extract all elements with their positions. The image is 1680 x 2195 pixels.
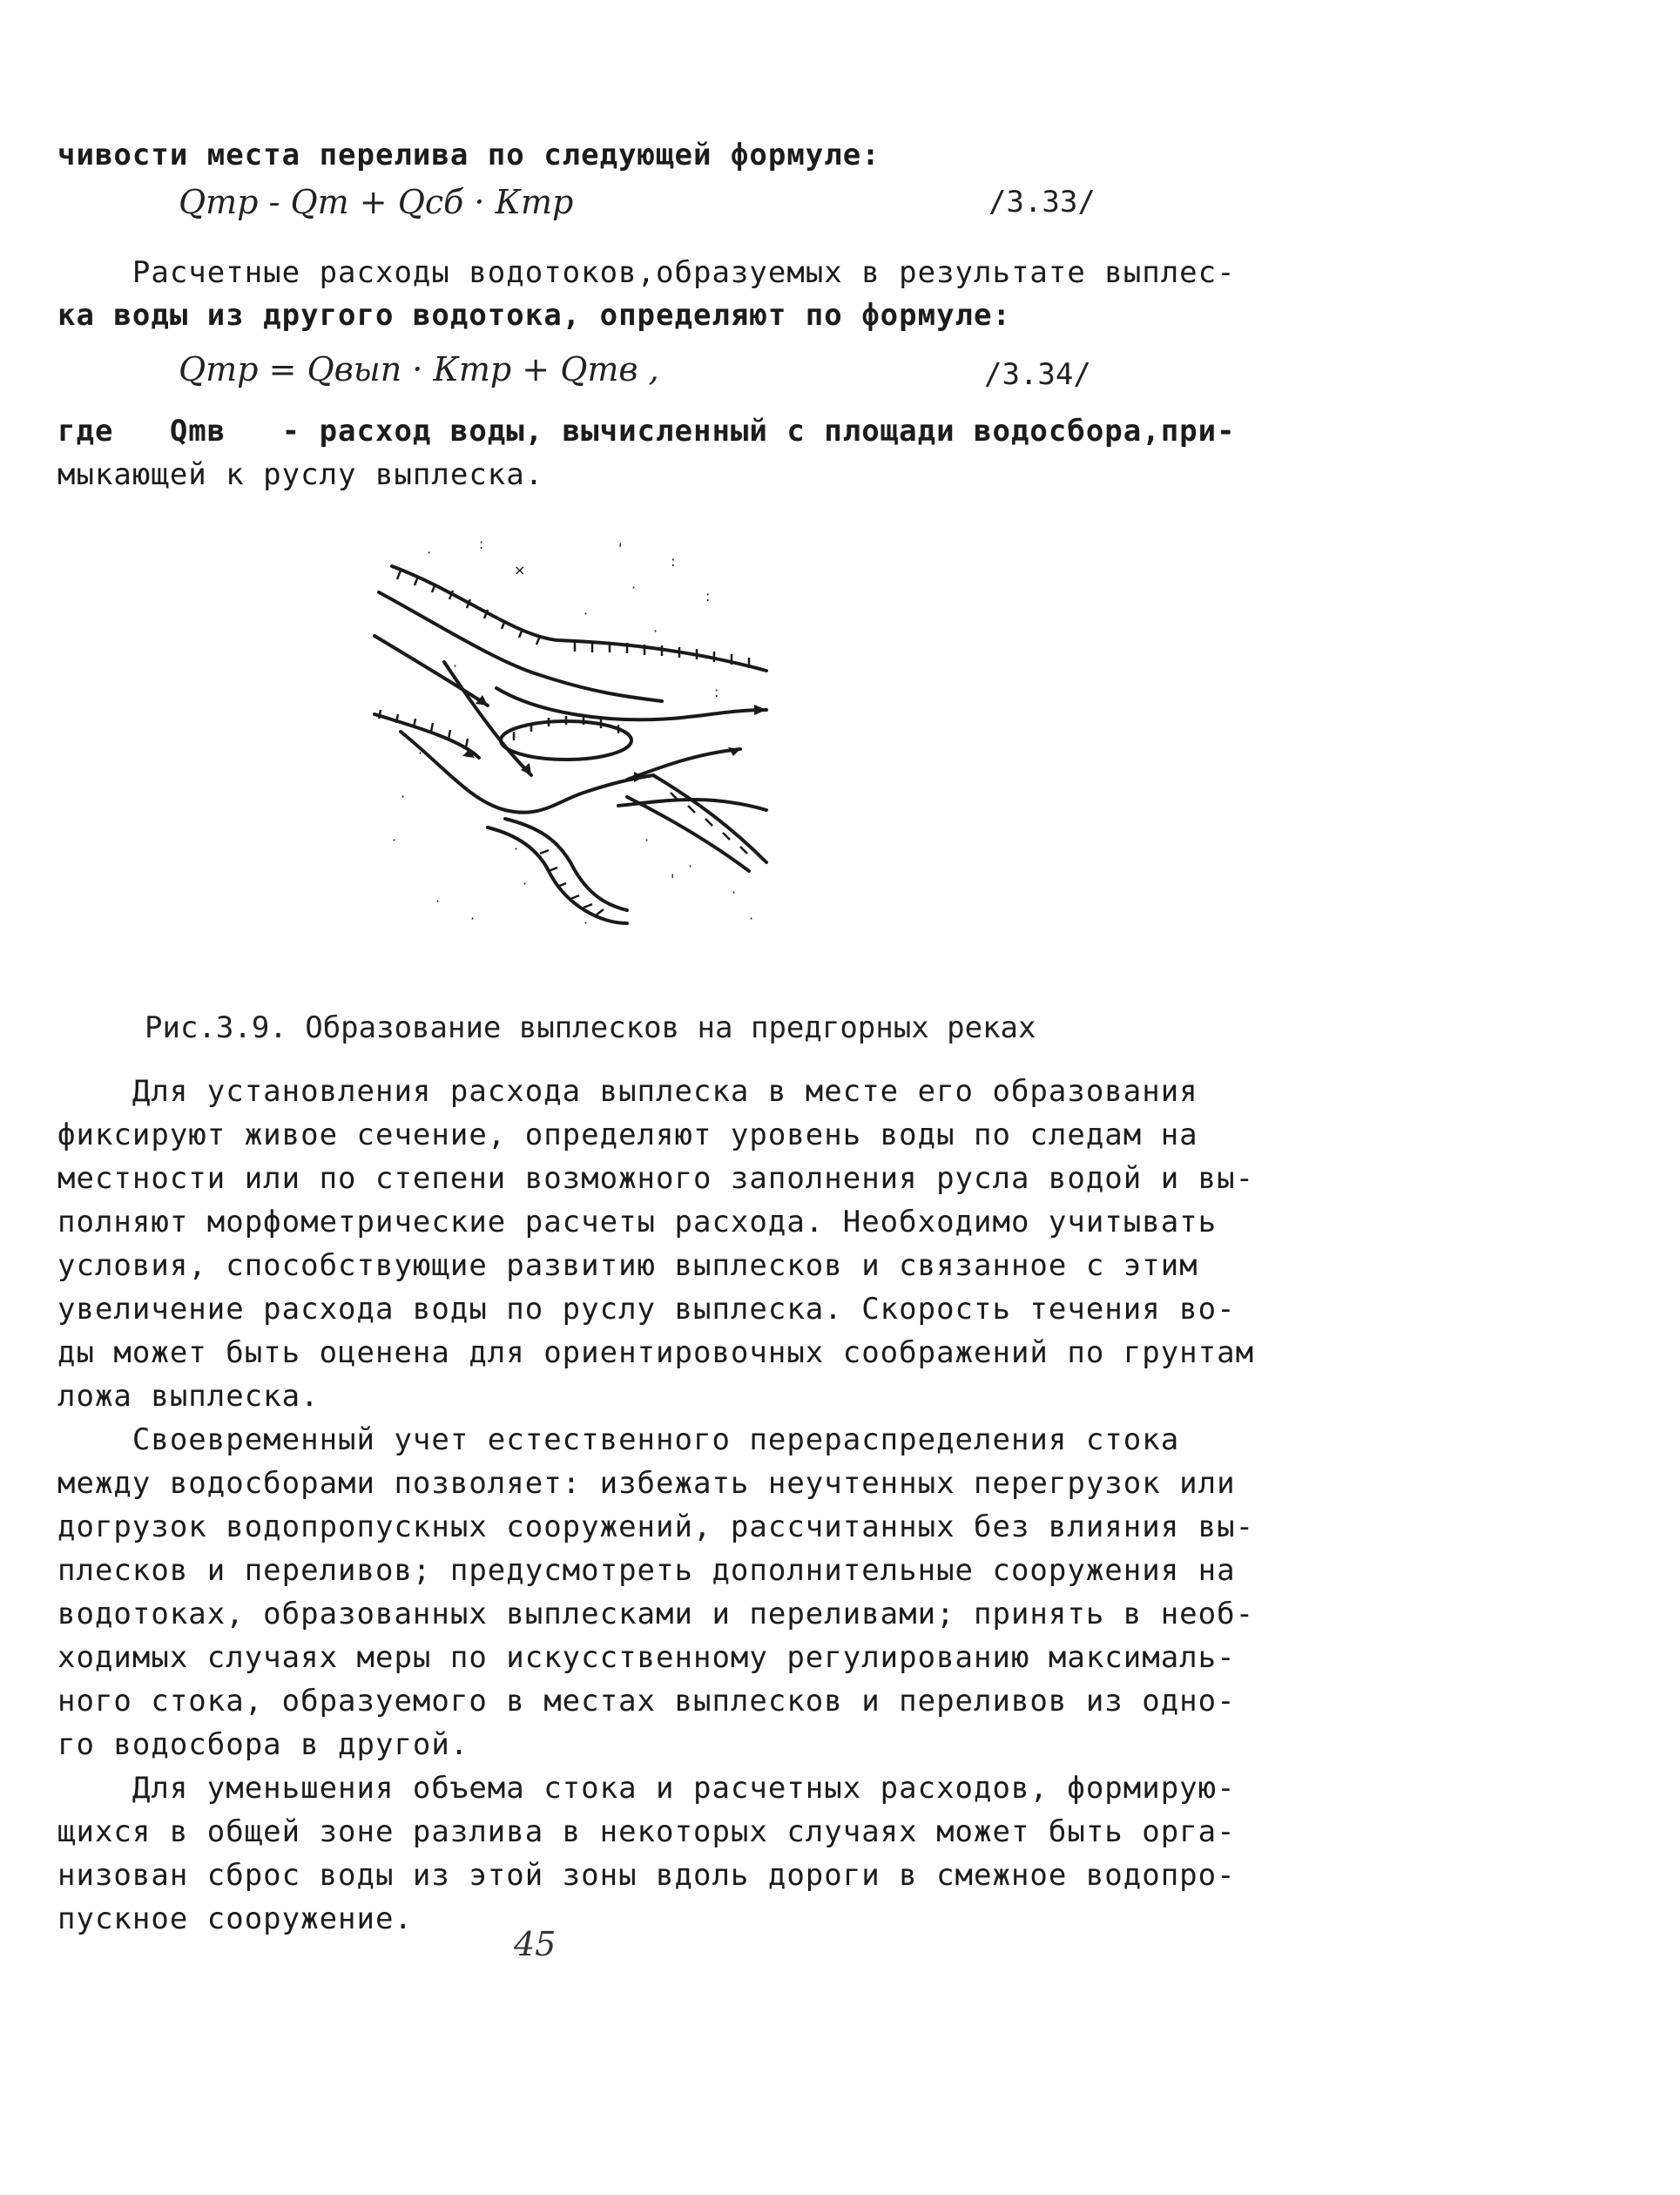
hatch-marks <box>397 571 749 668</box>
flow-arrow-line <box>444 662 531 775</box>
svg-text:': ' <box>618 540 623 557</box>
svg-text:': ' <box>671 871 675 888</box>
svg-text:·: · <box>418 745 423 761</box>
text-line: ды может быть оценена для ориентировочных соображений по грунтам <box>57 1335 1255 1370</box>
middle-bank-line <box>379 592 662 701</box>
text-line: увеличение расхода воды по руслу выплеска. Скорость течения во- <box>57 1292 1236 1327</box>
svg-text:·: · <box>435 893 441 909</box>
text-line: где Qmв - расход воды, вычисленный с площади водосбора,при- <box>57 414 1236 449</box>
svg-text:·: · <box>653 623 658 639</box>
formula-3-33: Qmр - Qm + Qcб · Ктр <box>179 183 574 221</box>
svg-text::: : <box>479 540 484 552</box>
svg-text:·: · <box>584 915 589 931</box>
text-line: чивости места перелива по следующей формуле: <box>57 138 880 172</box>
text-line: пускное сооружение. <box>57 1901 413 1936</box>
formula-3-34: Qmр = Qвып · Ктр + Qmв , <box>179 350 659 388</box>
text-line: полняют морфометрические расчеты расхода. Необходимо учитывать <box>57 1205 1218 1239</box>
svg-text:·: · <box>584 605 589 622</box>
text-line: ка воды из другого водотока, определяют по формуле: <box>57 298 1011 333</box>
outburst-channel <box>488 827 627 923</box>
svg-text:·: · <box>749 910 754 927</box>
text-line: между водосборами позволяет: избежать неучтенных перегрузок или <box>57 1466 1236 1501</box>
left-bank-line <box>374 714 479 758</box>
text-line: Для уменьшения объема стока и расчетных расходов, формирую- <box>57 1771 1236 1806</box>
text-line: Своевременный учет естественного перераспределения стока <box>57 1422 1180 1457</box>
svg-text::: : <box>671 553 676 570</box>
text-line: фиксируют живое сечение, определяют уровень воды по следам на <box>57 1118 1198 1152</box>
arrowhead <box>754 705 766 715</box>
equation-number: /3.34/ <box>984 357 1091 392</box>
page-number: 45 <box>514 1925 557 1963</box>
river-outburst-figure <box>366 540 819 941</box>
text-line: местности или по степени возможного заполнения русла водой и вы- <box>57 1161 1255 1196</box>
svg-text:×: × <box>514 562 526 578</box>
text-line: мыкающей к руслу выплеска. <box>57 457 544 492</box>
svg-text:·: · <box>401 788 406 805</box>
text-line: ного стока, образуемого в местах выплесков и переливов из одно- <box>57 1684 1236 1719</box>
bank-line <box>496 688 766 719</box>
lake-outline <box>501 721 631 760</box>
svg-text:·: · <box>688 858 693 875</box>
text-line: Для установления расхода выплеска в месте его образования <box>57 1074 1198 1109</box>
text-line: ходимых случаях меры по искусственному регулированию максималь- <box>57 1640 1236 1675</box>
text-line: догрузок водопропускных сооружений, рассчитанных без влияния вы- <box>57 1509 1255 1544</box>
flow-line <box>618 800 766 810</box>
text-line: Расчетные расходы водотоков,образуемых в результате выплес- <box>57 255 1236 290</box>
svg-text::: : <box>705 588 711 604</box>
text-line: водотоках, образованных выплесками и переливами; принять в необ- <box>57 1597 1255 1631</box>
flow-line <box>627 749 740 780</box>
upper-bank-line <box>392 566 766 671</box>
svg-text:·: · <box>453 658 458 674</box>
text-line: го водосбора в другой. <box>57 1727 469 1762</box>
svg-text:·: · <box>732 884 737 901</box>
svg-text::: : <box>714 684 719 700</box>
text-line: щихся в общей зоне разлива в некоторых случаях может быть орга- <box>57 1814 1236 1849</box>
svg-text:·: · <box>631 579 637 596</box>
equation-number: /3.33/ <box>988 185 1096 220</box>
text-line: плесков и переливов; предусмотреть дополнительные сооружения на <box>57 1553 1236 1588</box>
svg-text:·: · <box>523 875 528 892</box>
flow-arrow-line <box>374 636 488 706</box>
svg-text:·: · <box>514 841 519 857</box>
svg-text:·: · <box>644 832 650 848</box>
figure-caption: Рис.3.9. Образование выплесков на предгорных реках <box>145 1010 1036 1045</box>
text-line: низован сброс воды из этой зоны вдоль дороги в смежное водопро- <box>57 1858 1236 1893</box>
text-line: ложа выплеска. <box>57 1379 320 1414</box>
text-line: условия, способствующие развитию выплесков и связанное с этим <box>57 1248 1198 1283</box>
svg-text:·: · <box>427 544 432 561</box>
svg-text:·: · <box>470 910 476 927</box>
hatch-marks <box>540 850 604 915</box>
svg-text:·: · <box>392 832 397 848</box>
